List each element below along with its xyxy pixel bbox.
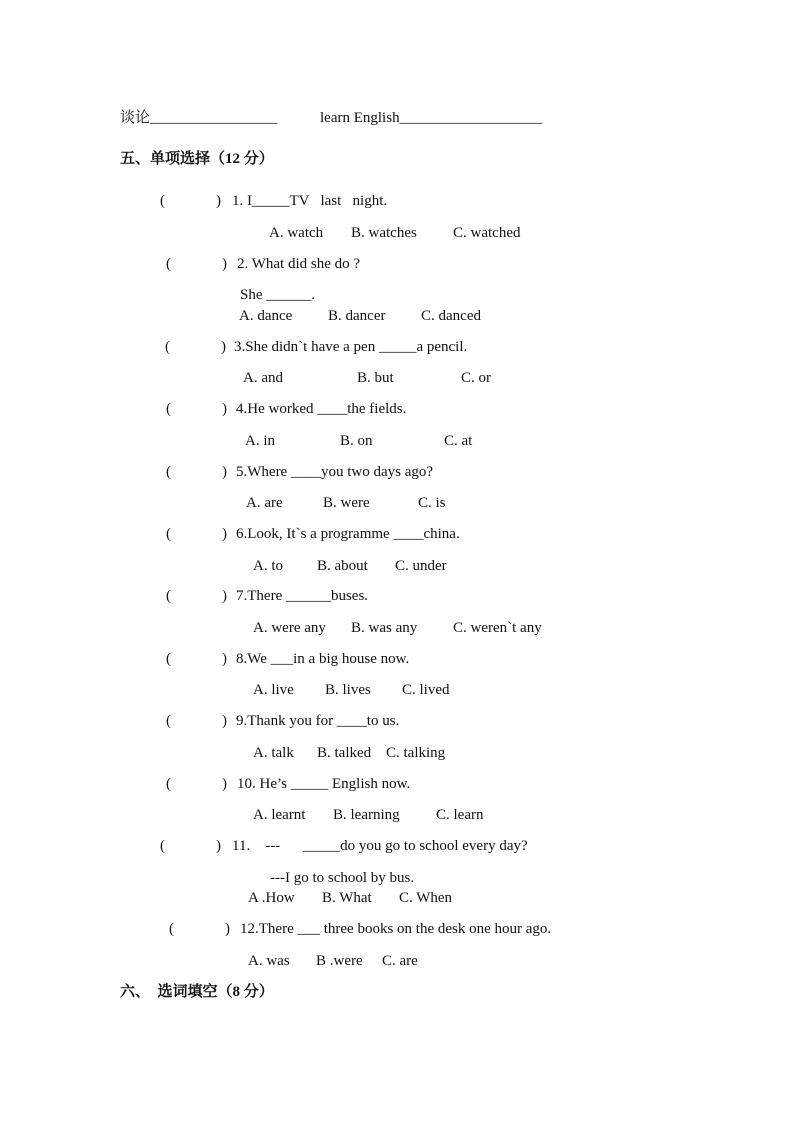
option-b: B. was any: [351, 620, 418, 636]
answer-paren-open: (: [169, 921, 174, 937]
answer-paren-open: (: [166, 713, 171, 729]
option-c: C. danced: [421, 308, 481, 324]
answer-paren-open: (: [166, 651, 171, 667]
option-c: C. lived: [402, 682, 450, 698]
question-stem: 6.Look, It`s a programme ____china.: [236, 526, 460, 542]
option-a: A. talk: [253, 745, 294, 761]
option-a: A. to: [253, 558, 283, 574]
option-b: B. on: [340, 433, 373, 449]
option-c: C. under: [395, 558, 447, 574]
option-c: C. When: [399, 890, 453, 906]
answer-paren-close: ): [222, 401, 227, 417]
option-a: A. dance: [239, 308, 293, 324]
option-c: C. is: [418, 495, 446, 511]
answer-paren-open: (: [166, 401, 171, 417]
question-stem: 7.There ______buses.: [236, 588, 369, 604]
question-stem: 10. He’s _____ English now.: [237, 776, 411, 792]
option-c: C. or: [461, 370, 491, 386]
answer-paren-open: (: [166, 256, 171, 272]
question-stem: 2. What did she do ?: [237, 256, 361, 272]
question-stem: 11. --- _____do you go to school every day?: [232, 838, 528, 854]
answer-paren-close: ): [222, 651, 227, 667]
answer-paren-open: (: [166, 776, 171, 792]
option-b: B. What: [322, 890, 372, 906]
option-c: C. talking: [386, 745, 446, 761]
answer-paren-open: (: [166, 464, 171, 480]
answer-paren-close: ): [222, 256, 227, 272]
option-b: B. dancer: [328, 308, 386, 324]
answer-paren-close: ): [216, 193, 221, 209]
option-b: B. about: [317, 558, 368, 574]
question-extra: ---I go to school by bus.: [270, 870, 415, 886]
answer-paren-close: ): [222, 713, 227, 729]
question-stem: 8.We ___in a big house now.: [236, 651, 410, 667]
vocab-item-2: learn English___________________: [320, 110, 543, 126]
option-a: A. was: [248, 953, 290, 969]
question-stem: 12.There ___ three books on the desk one hour ago.: [240, 921, 552, 937]
option-b: B. watches: [351, 225, 417, 241]
option-c: C. at: [444, 433, 473, 449]
option-a: A. were any: [253, 620, 326, 636]
question-stem: 5.Where ____you two days ago?: [236, 464, 434, 480]
option-b: B. talked: [317, 745, 372, 761]
option-a: A. are: [246, 495, 283, 511]
option-c: C. watched: [453, 225, 521, 241]
answer-paren-close: ): [222, 526, 227, 542]
answer-paren-open: (: [166, 526, 171, 542]
option-c: C. learn: [436, 807, 484, 823]
option-a: A .How: [248, 890, 295, 906]
answer-paren-close: ): [222, 588, 227, 604]
option-b: B. were: [323, 495, 370, 511]
option-a: A. live: [253, 682, 294, 698]
answer-paren-open: (: [166, 588, 171, 604]
answer-paren-open: (: [160, 838, 165, 854]
option-b: B. learning: [333, 807, 400, 823]
option-c: C. are: [382, 953, 418, 969]
option-c: C. weren`t any: [453, 620, 542, 636]
question-stem: 4.He worked ____the fields.: [236, 401, 407, 417]
section-5-title: 五、单项选择（12 分）: [120, 151, 274, 167]
answer-paren-open: (: [165, 339, 170, 355]
question-extra: She ______.: [240, 287, 315, 303]
answer-paren-close: ): [222, 464, 227, 480]
answer-paren-close: ): [225, 921, 230, 937]
option-a: A. in: [245, 433, 275, 449]
vocab-item-1: 谈论_________________: [120, 110, 278, 126]
answer-paren-close: ): [222, 776, 227, 792]
answer-paren-close: ): [221, 339, 226, 355]
question-stem: 1. I_____TV last night.: [232, 193, 388, 209]
option-a: A. and: [243, 370, 283, 386]
option-b: B. but: [357, 370, 394, 386]
section-6-title: 六、 选词填空（8 分）: [120, 984, 274, 1000]
option-b: B. lives: [325, 682, 371, 698]
option-a: A. learnt: [253, 807, 306, 823]
answer-paren-close: ): [216, 838, 221, 854]
option-a: A. watch: [269, 225, 324, 241]
answer-paren-open: (: [160, 193, 165, 209]
question-stem: 3.She didn`t have a pen _____a pencil.: [234, 339, 468, 355]
question-stem: 9.Thank you for ____to us.: [236, 713, 400, 729]
option-b: B .were: [316, 953, 363, 969]
